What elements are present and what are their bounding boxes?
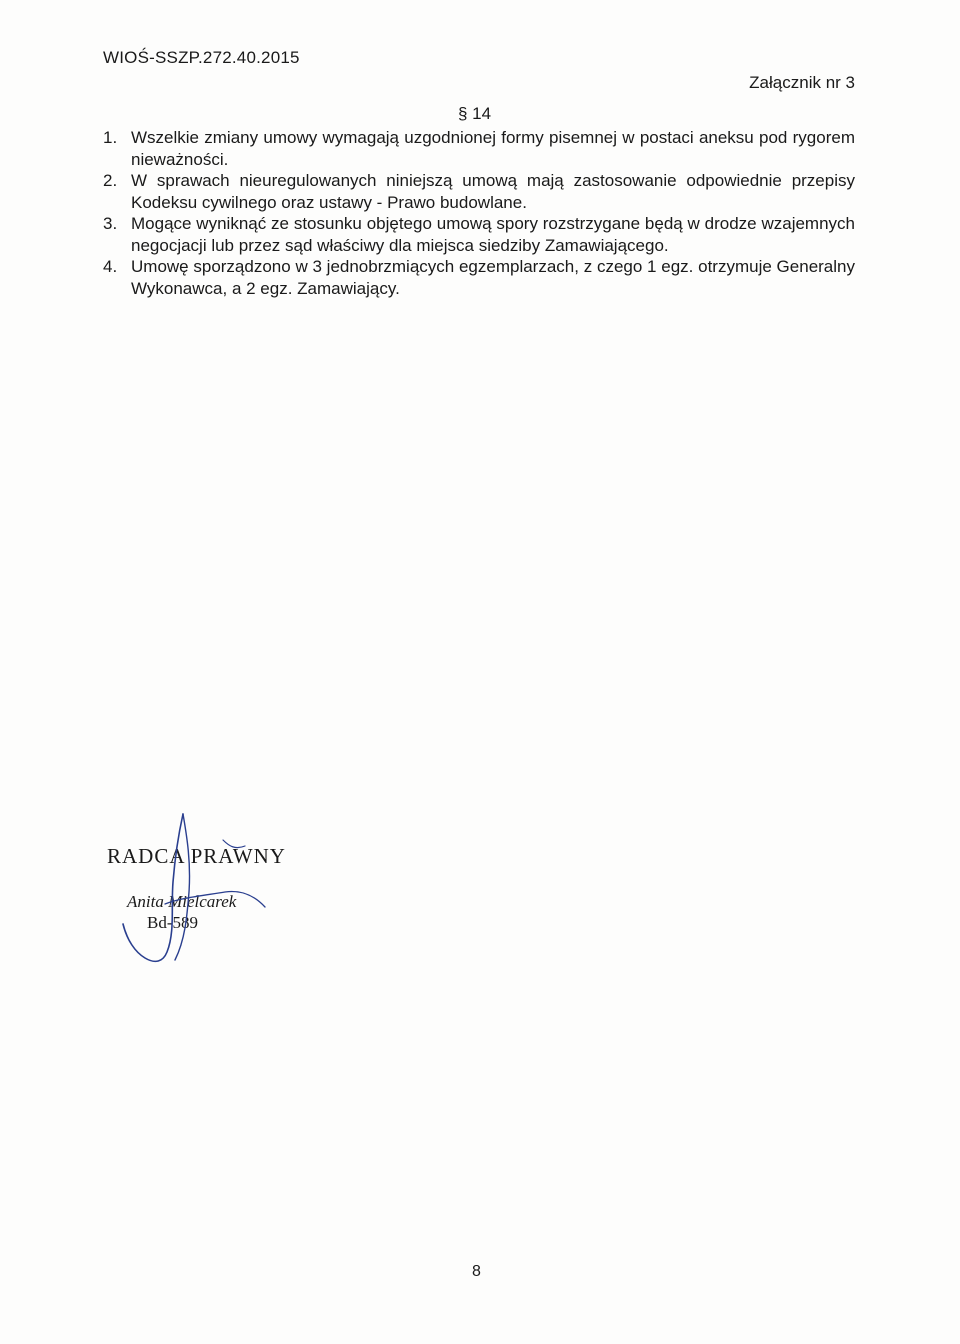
clause-list <box>103 127 855 299</box>
clause-text: W sprawach nieuregulowanych niniejszą umową mają zastosowanie odpowiednie przepisy Kodeksu cywilnego oraz ustawy - Prawo budowlane. <box>131 171 855 212</box>
clause-item <box>103 256 855 299</box>
clause-number: 3. <box>103 214 118 233</box>
signature-icon <box>105 812 295 972</box>
attachment-label: Załącznik nr 3 <box>749 73 855 92</box>
stamp-title: RADCA PRAWNY <box>107 844 286 868</box>
clause-text: Umowę sporządzono w 3 jednobrzmiących egzemplarzach, z czego 1 egz. otrzymuje Generalny Wykonawca, a 2 egz. Zamawiający. <box>131 257 855 298</box>
clause-number: 1. <box>103 128 118 147</box>
page-number: 8 <box>472 1263 481 1280</box>
clause-number: 4. <box>103 257 118 276</box>
clause-text: Wszelkie zmiany umowy wymagają uzgodnionej formy pisemnej w postaci aneksu pod rygorem nieważności. <box>131 128 855 169</box>
clause-text: Mogące wyniknąć ze stosunku objętego umową spory rozstrzygane będą w drodze wzajemnych negocjacji lub przez sąd właściwy dla miejsca siedziby Zamawiającego. <box>131 214 855 255</box>
reference-number: WIOŚ-SSZP.272.40.2015 <box>103 48 300 67</box>
clause-item <box>103 213 855 256</box>
stamp-registration-number: Bd-589 <box>147 913 198 932</box>
legal-counsel-stamp <box>105 812 295 972</box>
clause-number: 2. <box>103 171 118 190</box>
stamp-name: Anita Mielcarek <box>127 892 237 911</box>
section-heading: § 14 <box>458 104 492 123</box>
clause-item <box>103 127 855 170</box>
clause-item <box>103 170 855 213</box>
